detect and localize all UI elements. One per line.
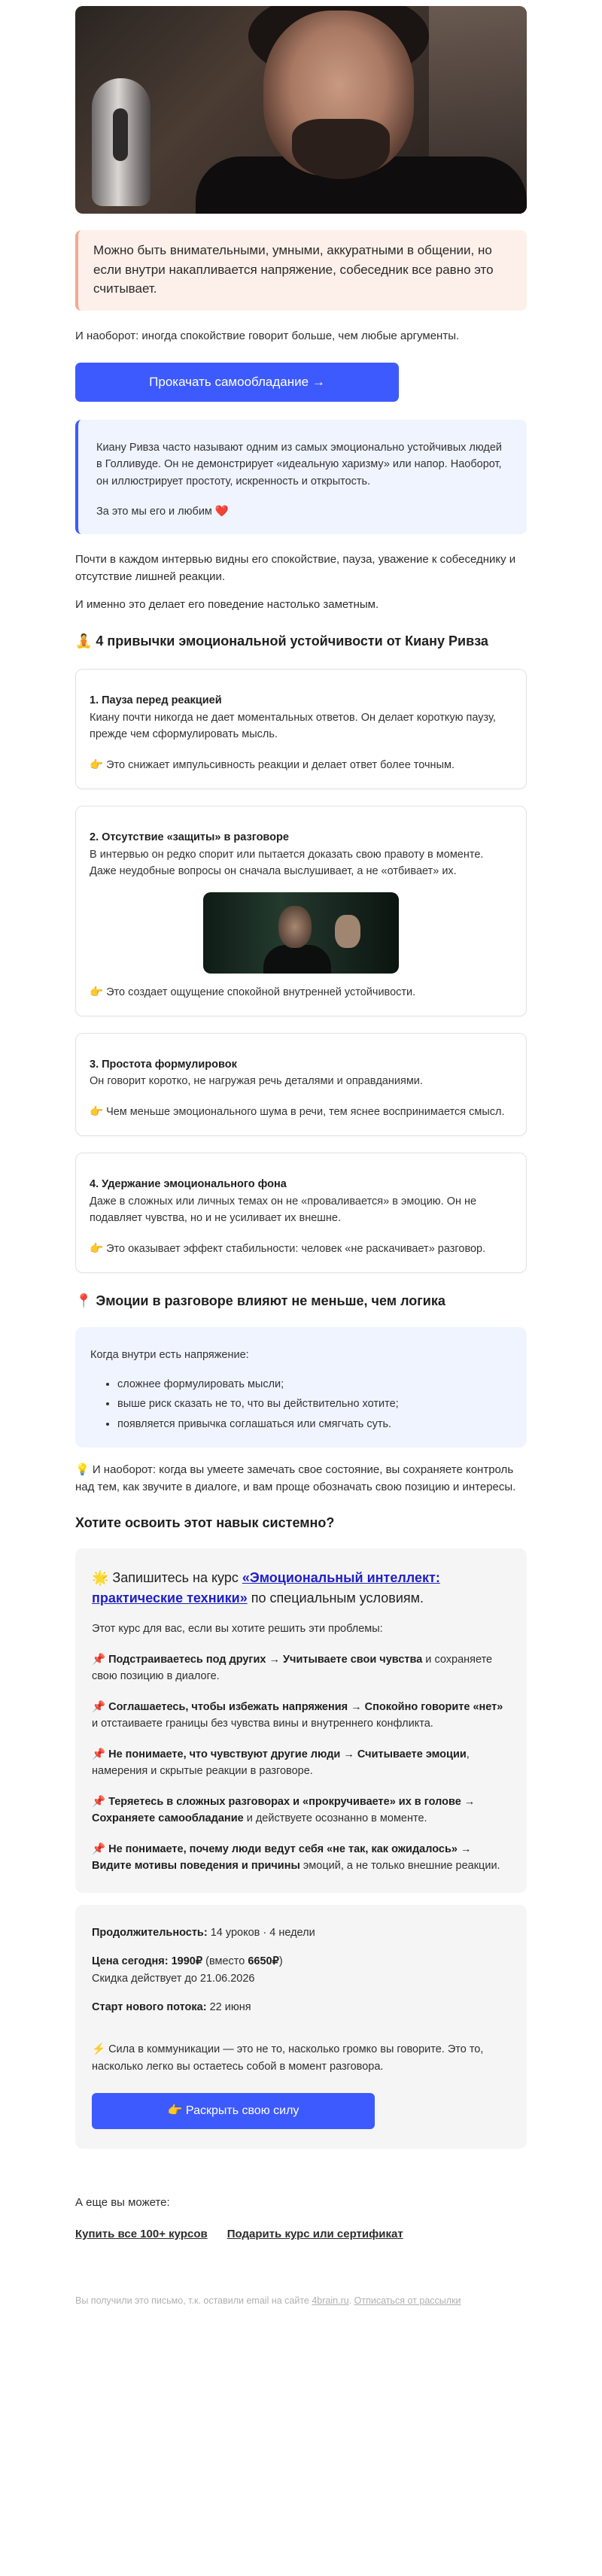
pin-icon: 📌 — [92, 1795, 109, 1808]
info-paragraph: Киану Ривза часто называют одним из самых эмоционально устойчивых людей в Голливуде. Он не демонстрирует «идеальную харизму» или напор. Наоборот, он иллюстрирует простоту, искренность и открытость. — [96, 441, 503, 488]
extra-links — [75, 2225, 527, 2243]
course-lead-prefix: 🌟 Запишитесь на курс — [92, 1570, 242, 1586]
problem-rest: эмоций, а не только внешние реакции. — [299, 1860, 500, 1873]
buy-all-courses-link[interactable]: Купить все 100+ курсов — [75, 2227, 208, 2240]
problem-bold: Не понимаете, почему люди ведут себя «не так, как ожидалось» → Видите мотивы поведения и причины — [92, 1842, 472, 1873]
price-old: 6650₽ — [248, 1955, 279, 1968]
problem-item — [92, 1794, 510, 1827]
tension-block — [75, 1327, 527, 1447]
habit-title: 3. Простота формулировок — [90, 1059, 237, 1071]
info-love-line: За это мы его и любим ❤️ — [96, 506, 229, 518]
list-item: • появляется привычка соглашаться или смягчать суть. — [117, 1416, 512, 1432]
email-body — [75, 6, 527, 2323]
pin-icon: 📌 — [92, 1748, 109, 1760]
problem-rest: , намерения и скрытые реакции в разговоре. — [92, 1748, 470, 1778]
problem-rest: и отстаиваете границы без чувства вины и внутреннего конфликта. — [92, 1718, 433, 1730]
system-heading: Хотите освоить этот навык системно? — [75, 1514, 335, 1530]
habit-note: 👉 Это снижает импульсивность реакции и делает ответ более точным. — [90, 758, 455, 771]
problem-bold: Подстраиваетесь под других → Учитываете свои чувства — [108, 1653, 423, 1666]
footer-separator: . — [348, 2295, 354, 2306]
problem-bold: Соглашаетесь, чтобы избежать напряжения → Спокойно говорите «нет» — [108, 1700, 503, 1713]
problem-rest: и действуете осознанно в моменте. — [243, 1812, 427, 1825]
price-old-suffix: ) — [278, 1955, 283, 1968]
habit-note: 👉 Чем меньше эмоционального шума в речи, тем яснее воспринимается смысл. — [90, 1105, 505, 1118]
list-item: • выше риск сказать не то, что вы действительно хотите; — [117, 1396, 512, 1412]
habit-note: 👉 Это создает ощущение спокойной внутренней устойчивости. — [90, 986, 416, 998]
habit-card-4 — [75, 1153, 527, 1273]
start-label: Старт нового потока: — [92, 2001, 207, 2014]
hero-image — [75, 6, 527, 214]
course-lead — [92, 1568, 510, 1608]
habit-desc: Он говорит коротко, не нагружая речь деталями и оправданиями. — [90, 1075, 423, 1088]
price-row — [92, 1953, 510, 1987]
course-link[interactable]: «Эмоциональный интеллект: практические техники» — [92, 1570, 440, 1606]
habit-desc: Даже в сложных или личных темах он не «проваливается» в эмоцию. Он не подавляет чувства, но и не усиливает их внешне. — [90, 1195, 477, 1225]
tension-list — [90, 1376, 512, 1432]
price-old-prefix: (вместо — [202, 1955, 248, 1968]
film-still-image — [203, 892, 399, 974]
footer-text: Вы получили это письмо, т.к. оставили email на сайте — [75, 2295, 312, 2306]
pin-icon: 📌 — [92, 1842, 109, 1855]
habit-note: 👉 Это оказывает эффект стабильности: человек «не раскачивает» разговор. — [90, 1242, 486, 1255]
problem-item — [92, 1651, 510, 1685]
price-block — [75, 1905, 527, 2149]
site-link[interactable]: 4brain.ru — [312, 2295, 349, 2306]
start-row — [92, 1999, 510, 2016]
problem-rest: и сохраняете свою позицию в диалоге. — [92, 1653, 493, 1683]
problem-item — [92, 1841, 510, 1875]
problem-item — [92, 1746, 510, 1780]
price-label: Цена сегодня: 1990₽ — [92, 1955, 203, 1968]
course-block — [75, 1548, 527, 1892]
insight-paragraph: 💡 И наоборот: когда вы умеете замечать свое состояние, вы сохраняете контроль над тем, как звучите в диалоге, и вам проще обозначать свою позицию и интересы. — [75, 1463, 516, 1494]
habit-title: 4. Удержание эмоционального фона — [90, 1178, 287, 1191]
pin-icon: 📌 — [92, 1700, 109, 1713]
habit-desc: Киану почти никогда не дает моментальных ответов. Он делает короткую паузу, прежде чем сформулировать мысль. — [90, 711, 496, 741]
unsubscribe-link[interactable]: Отписаться от рассылки — [354, 2295, 461, 2306]
intro-quote: Можно быть внимательными, умными, аккуратными в общении, но если внутри накапливается напряжение, собеседник все равно это считывает. — [75, 230, 527, 311]
reveal-power-button[interactable]: 👉 Раскрыть свою силу — [92, 2093, 375, 2129]
pin-icon: 📌 — [92, 1653, 109, 1666]
gift-course-link[interactable]: Подарить курс или сертификат — [227, 2227, 403, 2240]
duration-value: 14 уроков · 4 недели — [207, 1926, 315, 1939]
start-value: 22 июня — [206, 2001, 251, 2014]
improve-composure-button[interactable]: Прокачать самообладание → — [75, 363, 399, 402]
footer — [75, 2294, 527, 2323]
more-heading: А еще вы можете: — [75, 2196, 170, 2210]
problem-bold: Не понимаете, что чувствуют другие люди → Считываете эмоции — [108, 1748, 467, 1760]
problem-item — [92, 1699, 510, 1733]
list-item: • сложнее формулировать мысли; — [117, 1376, 512, 1393]
power-paragraph: ⚡ Сила в коммуникации — это не то, насколько громко вы говорите. Это то, насколько легко вы остаетесь собой в момент разговора. — [92, 2043, 484, 2073]
tension-lead: Когда внутри есть напряжение: — [90, 1349, 249, 1362]
problem-bold: Теряетесь в сложных разговорах и «прокручиваете» их в голове → Сохраняете самообладание — [92, 1795, 476, 1825]
habit-title: 1. Пауза перед реакцией — [90, 694, 222, 707]
duration-row — [92, 1924, 510, 1941]
habit-card-3 — [75, 1033, 527, 1136]
duration-label: Продолжительность: — [92, 1926, 208, 1939]
habit-card-1 — [75, 669, 527, 789]
emotions-heading: 📍 Эмоции в разговоре влияют не меньше, чем логика — [75, 1293, 445, 1309]
paragraph-noticeable: И именно это делает его поведение настолько заметным. — [75, 598, 379, 612]
paragraph-interviews: Почти в каждом интервью видны его спокойствие, пауза, уважение к собеседнику и отсутствие лишней реакции. — [75, 552, 516, 583]
habit-card-2 — [75, 806, 527, 1016]
habits-heading: 🧘 4 привычки эмоциональной устойчивости от Киану Ривза — [75, 633, 488, 649]
keanu-info-block — [75, 420, 527, 534]
habit-desc: В интервью он редко спорит или пытается доказать свою правоту в моменте. Даже неудобные вопросы он сначала выслушивает, а не «отбивает» их. — [90, 848, 484, 878]
course-subtitle: Этот курс для вас, если вы хотите решить эти проблемы: — [92, 1623, 383, 1636]
discount-note: Скидка действует до 21.06.2026 — [92, 1972, 255, 1985]
intro-paragraph: И наоборот: иногда спокойствие говорит больше, чем любые аргументы. — [75, 329, 460, 342]
habit-title: 2. Отсутствие «защиты» в разговоре — [90, 831, 289, 844]
course-lead-suffix: по специальным условиям. — [247, 1590, 424, 1606]
